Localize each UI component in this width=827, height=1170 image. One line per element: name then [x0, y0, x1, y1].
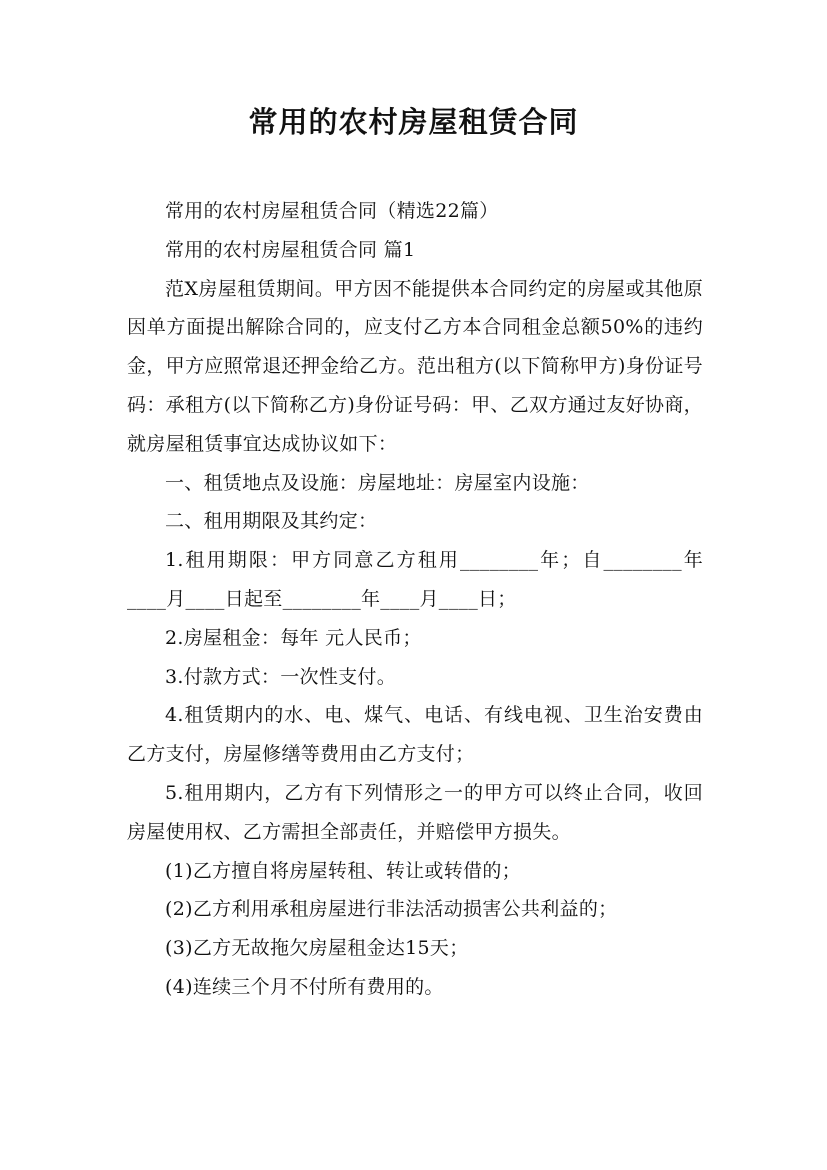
document-title: 常用的农村房屋租赁合同: [248, 105, 579, 139]
paragraph-utilities: 4.租赁期内的水、电、煤气、电话、有线电视、卫生治安费由乙方支付，房屋修缮等费用由乙方支付；: [127, 704, 703, 766]
list-item: (2)乙方利用承租房屋进行非法活动损害公共利益的；: [165, 898, 618, 921]
paragraph-termination: 5.租用期内，乙方有下列情形之一的甲方可以终止合同，收回房屋使用权、乙方需担全部责任，并赔偿甲方损失。: [127, 781, 703, 843]
paragraph-intro: 范X房屋租赁期间。甲方因不能提供本合同约定的房屋或其他原因单方面提出解除合同的，应支付乙方本合同租金总额50%的违约金，甲方应照常退还押金给乙方。范出租方(以下简称甲方)身份证号码：承租方(以下简称乙方)身份证号码：甲、乙双方通过友好协商，就房屋租赁事宜达成协议如下：: [127, 277, 703, 455]
document-body: [127, 192, 703, 1007]
list-item: (3)乙方无故拖欠房屋租金达15天；: [165, 937, 469, 960]
paragraph-subtitle: 常用的农村房屋租赁合同（精选22篇）: [165, 200, 499, 222]
paragraph-section-heading: 常用的农村房屋租赁合同 篇1: [165, 238, 416, 261]
paragraph-rent: 2.房屋租金：每年 元人民币；: [165, 626, 422, 649]
list-item: (4)连续三个月不付所有费用的。: [165, 975, 444, 998]
paragraph-clause-1: 一、租赁地点及设施：房屋地址：房屋室内设施：: [165, 471, 590, 494]
list-item: (1)乙方擅自将房屋转租、转让或转借的；: [165, 859, 521, 882]
paragraph-term: 1.租用期限：甲方同意乙方租用________年；自________年____月____日起至________年____月____日；: [127, 549, 703, 610]
paragraph-payment: 3.付款方式：一次性支付。: [165, 665, 397, 688]
paragraph-clause-2: 二、租用期限及其约定：: [165, 510, 378, 533]
